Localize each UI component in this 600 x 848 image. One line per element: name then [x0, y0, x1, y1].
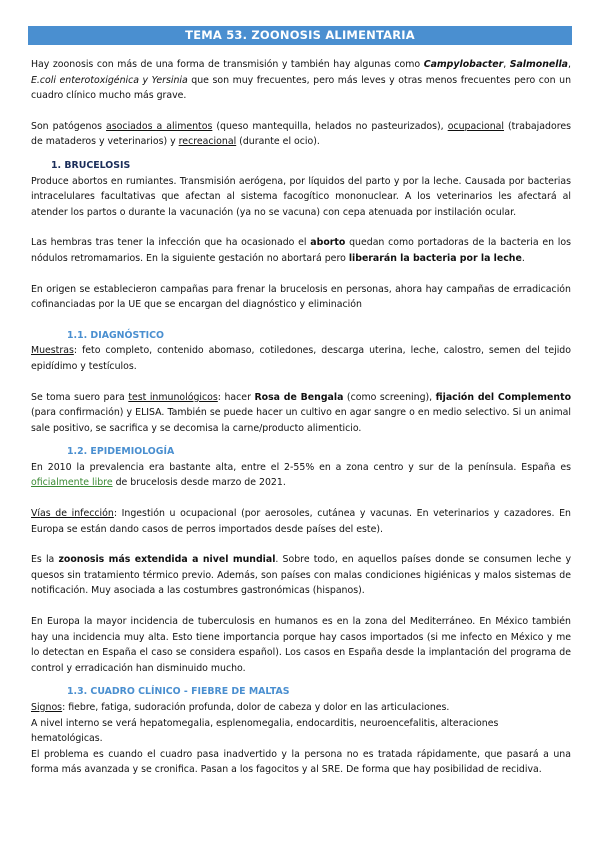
section-heading-epidemiologia: 1.2. EPIDEMIOLOGÍA — [67, 446, 175, 458]
brucelosis-paragraph-1: Produce abortos en rumiantes. Transmisión aerógena, por líquidos del parto y por la leche. Causada por bacterias intracelulares facultativas que afectan al sistema facogítico mononuclear. A los veterinarios les afectará al atender los partos o durante la vacunación (ya no se vacuna) con cepa atenuada por instilación ocular. — [31, 175, 571, 218]
section-heading-diagnostico: 1.1. DIAGNÓSTICO — [67, 329, 164, 341]
diagnostico-paragraph-1: Muestras: feto completo, contenido abomaso, cotiledones, descarga uterina, leche, calostro, semen del tejido epidídimo y testículos. — [31, 345, 571, 372]
document-title: TEMA 53. ZOONOSIS ALIMENTARIA — [28, 26, 572, 45]
cuadro-clinico-paragraph-3: El problema es cuando el cuadro pasa inadvertido y la persona no es tratada rápidamente, que pasará a una forma más avanzada y se cronifica. Pasan a los fagocitos y al SRE. De forma que hay posibilidad de recidiva. — [31, 748, 571, 776]
cuadro-clinico-paragraph-1: Signos: fiebre, fatiga, sudoración profunda, dolor de cabeza y dolor en las articulaciones. — [31, 702, 450, 713]
epidemiologia-paragraph-1: En 2010 la prevalencia era bastante alta, entre el 2-55% en a zona centro y sur de la península. España es oficialmente libre de brucelosis desde marzo de 2021. — [31, 461, 571, 489]
epidemiologia-paragraph-3: Es la zoonosis más extendida a nivel mundial. Sobre todo, en aquellos países donde se consumen leche y quesos sin tratamiento térmico previo. Además, son países con malas condiciones higiénicas y malos sistemas de notificación. Muy asociada a las costumbres gastronómicas (hispanos). — [31, 554, 571, 597]
brucelosis-paragraph-2: Las hembras tras tener la infección que ha ocasionado el aborto quedan como portadoras de la bacteria en los nódulos retromamarios. En la siguiente gestación no abortará pero liberarán la bacteria por la leche. — [31, 237, 572, 264]
cuadro-clinico-paragraph-2: A nivel interno se verá hepatomegalia, esplenomegalia, endocarditis, neuroencefalitis, alteraciones hematológicas. — [31, 717, 499, 745]
intro-paragraph: Hay zoonosis con más de una forma de transmisión y también hay algunas como Campylobacter, Salmonella, E.coli enterotoxigénica y Yersinia que son muy frecuentes, pero más leves y otras menos frecuentes pero con un cuadro clínico mucho más grave. — [31, 59, 572, 102]
brucelosis-paragraph-3: En origen se establecieron campañas para frenar la brucelosis en personas, ahora hay campañas de erradicación cofinanciadas por la UE que se encargan del diagnóstico y eliminación — [31, 283, 571, 311]
diagnostico-paragraph-2: Se toma suero para test inmunológicos: hacer Rosa de Bengala (como screening), fijación del Complemento (para confirmación) y ELISA. También se puede hacer un cultivo en agar sangre o en medio selectivo. Si un animal sale positivo, se sacrifica y se decomisa la carne/producto alimenticio. — [31, 391, 572, 434]
section-heading-cuadro-clinico: 1.3. CUADRO CLÍNICO - FIEBRE DE MALTAS — [67, 686, 290, 698]
section-heading-brucelosis: 1. BRUCELOSIS — [51, 159, 131, 171]
document-body — [31, 57, 571, 778]
pathogens-paragraph: Son patógenos asociados a alimentos (queso mantequilla, helados no pasteurizados), ocupacional (trabajadores de mataderos y veterinarios) y recreacional (durante el ocio). — [31, 120, 571, 148]
epidemiologia-paragraph-2: Vías de infección: Ingestión u ocupacional (por aerosoles, cutánea y vacunas. En veterinarios y cazadores. En Europa se están dando casos de perros importados desde países del este). — [31, 508, 571, 535]
epidemiologia-paragraph-4: En Europa la mayor incidencia de tuberculosis en humanos es en la zona del Mediterráneo. En México también hay una incidencia muy alta. Esto tiene importancia porque hay casos importados (si me infecto en México y me lo detectan en España el caso se considera español). Los casos en España desde la implantación del programa de control y erradicación han disminuido mucho. — [31, 616, 571, 674]
